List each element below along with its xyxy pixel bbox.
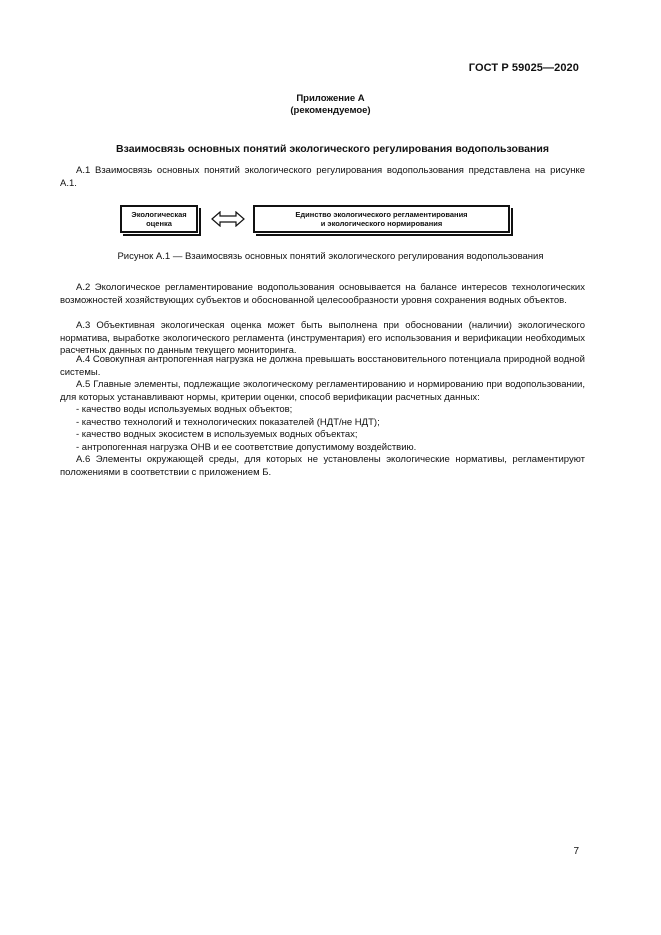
- list-item: - качество воды используемых водных объектов;: [76, 404, 293, 415]
- paragraph-a2: А.2 Экологическое регламентирование водопользования основывается на балансе интересов технологических возможностей хозяйствующих субъектов и обоснованной целесообразности уровня сохранения водных объектов.: [60, 282, 585, 306]
- figure-caption: Рисунок А.1 — Взаимосвязь основных понятий экологического регулирования водопользования: [117, 251, 544, 262]
- figure-diagram: [0, 205, 661, 239]
- list-item: - антропогенная нагрузка ОНВ и ее соответствие допустимому воздействию.: [76, 441, 417, 453]
- appendix-heading: [0, 93, 661, 117]
- paragraph-a5: А.5 Главные элементы, подлежащие экологическому регламентированию и нормированию при водопользовании, для которых устанавливают нормы, критерии оценки, способ верификации расчетных данных:: [60, 379, 585, 403]
- box2-label-line1: Единство экологического регламентирования: [295, 210, 468, 219]
- appendix-title: Приложение А: [296, 93, 365, 104]
- box-ecological-assessment: [120, 205, 198, 233]
- paragraph-a3: А.3 Объективная экологическая оценка может быть выполнена при обосновании (наличии) экологического норматива, выработке экологического регламента (инструментария) его использования и верификации необходимых расчетных данных по данным текущего мониторинга.: [60, 320, 585, 356]
- list-item: - качество водных экосистем в используемых водных объектах;: [76, 429, 358, 440]
- paragraph-a6: А.6 Элементы окружающей среды, для которых не установлены экологические нормативы, регламентируют положениями в соответствии с приложением Б.: [60, 454, 585, 478]
- standard-designation: ГОСТ Р 59025—2020: [468, 62, 579, 74]
- box2-label-line2: и экологического нормирования: [320, 219, 443, 228]
- section-title: Взаимосвязь основных понятий экологического регулирования водопользования: [116, 143, 549, 155]
- box-unity-regulation: [253, 205, 510, 233]
- page-number: 7: [573, 846, 579, 857]
- double-arrow-icon: [211, 211, 245, 227]
- paragraph-a5-block: [60, 379, 585, 479]
- paragraph-a1: А.1 Взаимосвязь основных понятий экологического регулирования водопользования представлена на рисунке А.1.: [60, 165, 585, 189]
- box1-label-line1: Экологическая: [131, 210, 187, 219]
- list-item: - качество технологий и технологических показателей (НДТ/не НДТ);: [76, 416, 380, 428]
- appendix-status: (рекомендуемое): [290, 105, 371, 116]
- box1-label-line2: оценка: [146, 219, 172, 228]
- paragraph-a4: А.4 Совокупная антропогенная нагрузка не должна превышать восстановительного потенциала природной водной системы.: [60, 354, 585, 378]
